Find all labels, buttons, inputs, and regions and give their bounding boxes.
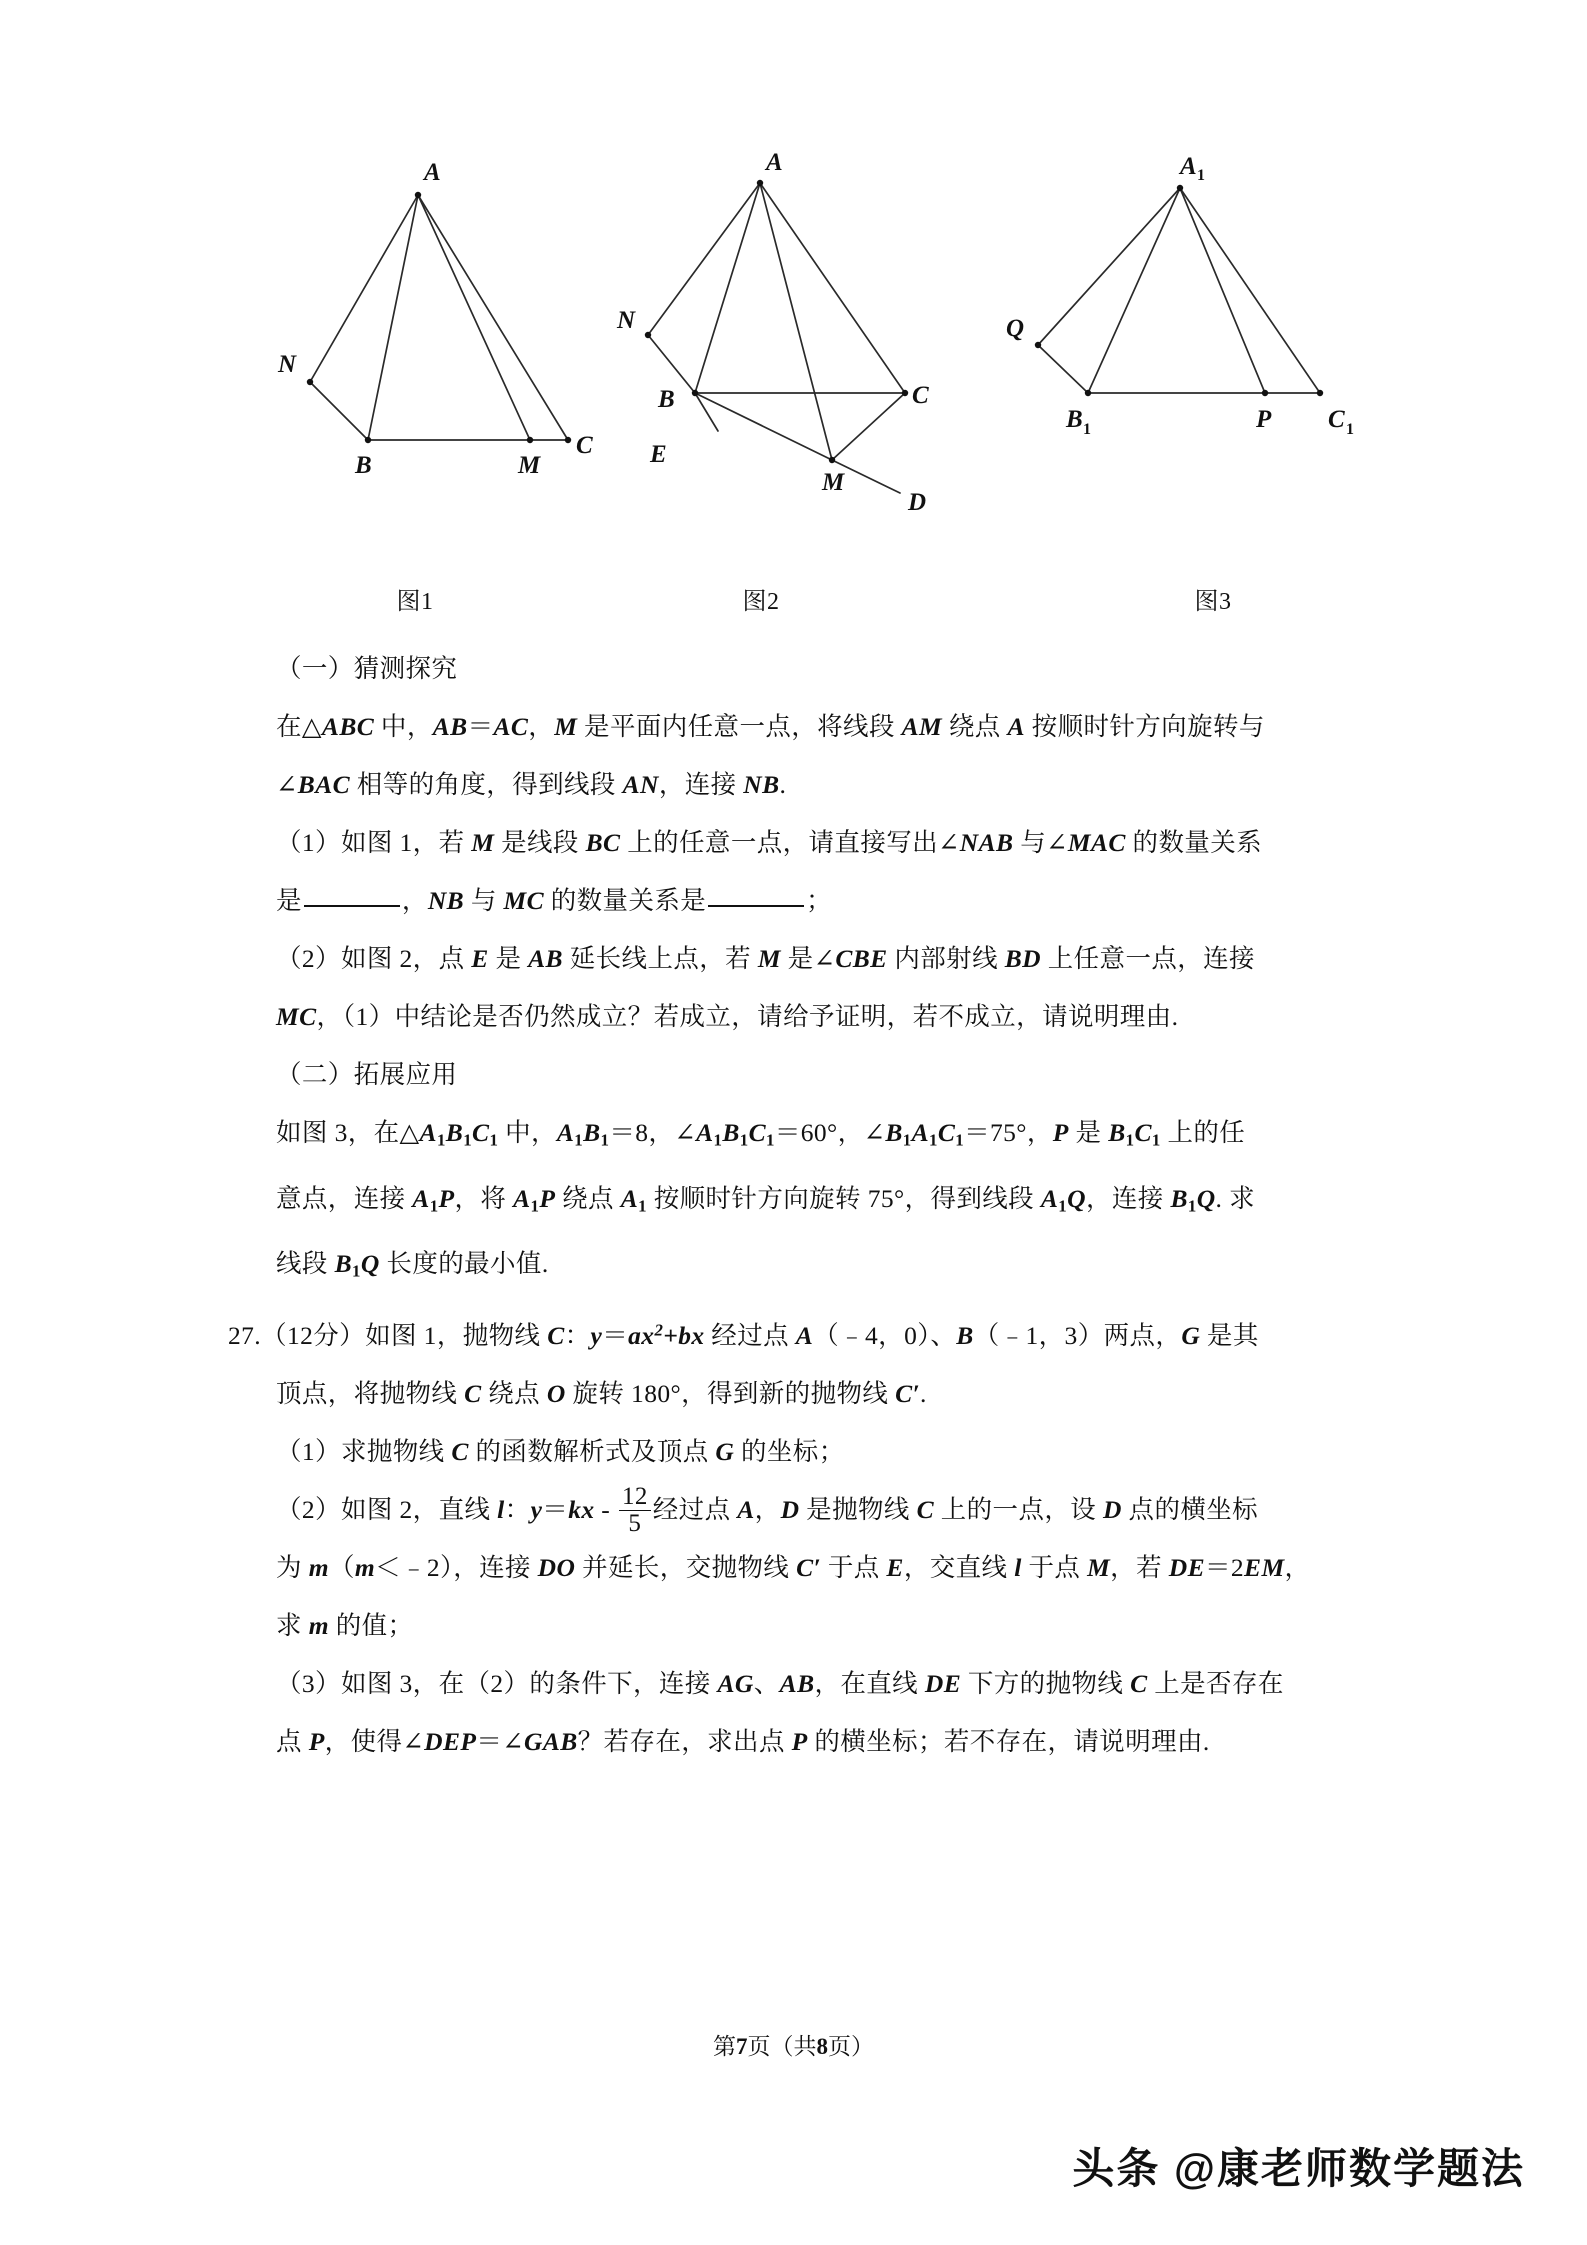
p27-text-2: ：: [564, 1320, 591, 1350]
problem-body: [0, 640, 1587, 1771]
extension-line-1: [0, 1104, 1587, 1170]
s3b-term-P-2: P: [791, 1726, 808, 1756]
ext-term-a1b1c1: $A_1B_1C_1$: [419, 1118, 499, 1150]
q2-text-2: 是: [488, 944, 529, 973]
ext2-text-1: 意点，连接: [276, 1183, 413, 1213]
s2b-term-C-prime: C′: [796, 1552, 822, 1582]
s2b-eq-2: ＝2: [1204, 1552, 1245, 1582]
s2b-text-9: ，: [1284, 1552, 1311, 1582]
p27-term-ax2: [628, 1321, 663, 1350]
figure-1-caption: 图1: [396, 589, 434, 615]
figures-strip: [250, 150, 1380, 630]
intro-text-2: 中，: [374, 712, 433, 741]
problem-27-line-2: [0, 1365, 1587, 1423]
footer-middle: 页（共: [747, 2034, 817, 2059]
point-B1-dot: [1085, 390, 1091, 396]
s2b-text-8: ，若: [1110, 1552, 1169, 1582]
point-M-dot: [829, 457, 835, 463]
footer-page-number: 7: [736, 2034, 748, 2059]
ext2-term-a1p: $A_1P$: [412, 1183, 455, 1216]
s2-text-2: ：: [504, 1494, 531, 1524]
ext3-term-b1q: $B_1Q$: [334, 1249, 380, 1282]
s2-term-D: D: [780, 1494, 800, 1524]
s3b-text-2: ，使得∠: [324, 1726, 425, 1756]
point-P-dot: [1262, 390, 1268, 396]
q1-text-4: 与∠: [1013, 828, 1068, 857]
term-am: AM: [901, 712, 943, 741]
s3b-text-4: 的横坐标；若不存在，请说明理由.: [807, 1726, 1210, 1756]
s2-text-4: ，: [754, 1494, 781, 1524]
intro2-text-2: ，连接: [658, 770, 744, 799]
q2-term-bd: BD: [1004, 944, 1041, 973]
intro-eq: ＝: [467, 712, 494, 741]
p27b-text-1: 顶点，将抛物线: [276, 1378, 465, 1408]
sub-question-1: [0, 1423, 1587, 1481]
p27-text-4: 两点，: [1103, 1320, 1182, 1350]
p27-point-B: （﹣1，3）: [973, 1320, 1104, 1350]
sub-question-2-line-2: [0, 1539, 1587, 1597]
sub-question-2-line-1: [0, 1481, 1587, 1539]
s2b-term-m: m: [308, 1552, 329, 1582]
sub-question-3-line-1: [0, 1655, 1587, 1713]
label-N: N: [617, 307, 636, 334]
s2-text-7: 点的横坐标: [1121, 1494, 1259, 1524]
label-A1: A: [1180, 153, 1197, 180]
s2-minus: -: [594, 1494, 617, 1524]
intro2-text-3: .: [779, 770, 787, 799]
point-B-dot: [692, 390, 698, 396]
label-A: A: [766, 150, 783, 176]
s3-term-AG: AG: [717, 1668, 754, 1698]
label-P: P: [1256, 406, 1272, 433]
s2b-text-2: （: [328, 1552, 355, 1582]
s3-term-AB: AB: [779, 1668, 815, 1698]
s2b-text-4: 并延长，交抛物线: [575, 1552, 797, 1582]
p27b-term-C-prime: C′: [895, 1378, 921, 1408]
s1-term-G: G: [715, 1436, 735, 1466]
term-an: AN: [622, 770, 659, 799]
ext-value-8: ＝8，: [609, 1118, 675, 1147]
q1b-text-4: 的数量关系是: [543, 886, 707, 915]
s1-text-1: （1）求抛物线: [276, 1436, 452, 1466]
label-D: D: [908, 489, 927, 516]
q2-term-m: M: [757, 944, 781, 973]
s2-term-y: y: [530, 1494, 543, 1524]
label-C1: C: [1328, 406, 1345, 433]
p27-term-c: C: [547, 1320, 565, 1350]
ext2-text-3: 绕点: [555, 1183, 621, 1213]
s3b-text-1: 点: [276, 1726, 309, 1756]
problem-27-score: （12分）: [261, 1320, 366, 1350]
p27-term-G: G: [1181, 1320, 1201, 1350]
term-abc: ABC: [321, 712, 375, 741]
ext3-text-1: 线段: [276, 1249, 335, 1279]
ext3-text-2: 长度的最小值.: [379, 1249, 549, 1279]
ext-angle-2: $\angle B_1A_1C_1$: [863, 1118, 965, 1150]
term-bac: BAC: [297, 770, 351, 799]
s1-term-C: C: [451, 1436, 469, 1466]
term-ab: AB: [432, 712, 468, 741]
s2-text-5: 是抛物线: [799, 1494, 917, 1524]
ext2-text-4: 按顺时针方向旋转 75°，得到线段: [646, 1183, 1041, 1213]
p27b-term-O: O: [546, 1378, 566, 1408]
footer-suffix: 页）: [828, 2034, 874, 2059]
label-M: M: [822, 469, 845, 496]
s2b-term-M: M: [1087, 1552, 1111, 1582]
q1b-term-nb: NB: [427, 886, 465, 915]
footer-total-pages: 8: [816, 2034, 828, 2059]
fraction-12-over-5: [619, 1484, 651, 1538]
ext-text-4: 上的任: [1160, 1118, 1246, 1147]
q1-text-5: 的数量关系: [1125, 828, 1263, 857]
q1b-text-3: 与: [464, 886, 504, 915]
s3b-term-P: P: [308, 1726, 325, 1756]
ext-value-60: ＝60°，: [774, 1118, 864, 1147]
s2b-text-5: 于点: [821, 1552, 887, 1582]
ext2-term-b1q: $B_1Q$: [1170, 1183, 1216, 1216]
s3b-text-3: ？若存在，求出点: [577, 1726, 792, 1756]
s3b-term-GAB: GAB: [524, 1726, 578, 1756]
intro2-text-1: 相等的角度，得到线段: [350, 770, 623, 799]
label-N: N: [278, 351, 297, 378]
label-M: M: [518, 452, 541, 479]
ext-value-75: ＝75°，: [964, 1118, 1053, 1147]
p27-term-bx: +bx: [663, 1320, 705, 1350]
q1b-text-2: ，: [401, 886, 428, 915]
s2-text-1: （2）如图 2，直线: [276, 1494, 498, 1524]
p27-point-A: （﹣4，0）: [813, 1320, 931, 1350]
question-1-line-1: [0, 814, 1587, 872]
s3b-term-DEP: DEP: [424, 1726, 477, 1756]
ext2-text-5: ，连接: [1085, 1183, 1171, 1213]
ext-term-b1c1: $B_1C_1$: [1108, 1118, 1161, 1150]
p27-term-B: B: [956, 1320, 974, 1350]
sub-question-3-line-2: [0, 1713, 1587, 1771]
s2-term-l: l: [497, 1494, 505, 1524]
ext-text-1: 如图 3，在△: [276, 1118, 420, 1147]
label-B: B: [355, 452, 372, 479]
problem-27-line-1: [0, 1301, 1587, 1365]
label-E: E: [650, 441, 667, 468]
s2b-term-m-2: m: [354, 1552, 376, 1582]
footer-prefix: 第: [713, 2034, 736, 2059]
s2b-term-EM: EM: [1244, 1552, 1285, 1582]
ext2-term-a1p-2: $A_1P$: [513, 1183, 556, 1216]
point-N-dot: [307, 379, 313, 385]
figure-1: [250, 150, 600, 630]
point-C-dot: [565, 437, 571, 443]
s2b-term-E: E: [886, 1552, 904, 1582]
s2b-term-DE: DE: [1168, 1552, 1205, 1582]
p27-text-1: 如图 1，抛物线: [365, 1320, 548, 1350]
ext-term-p: P: [1052, 1118, 1069, 1147]
figure-2: [600, 150, 990, 630]
point-A1-dot: [1177, 185, 1183, 191]
intro-line-1: [0, 698, 1587, 756]
s3-text-1: （3）如图 3，在（2）的条件下，连接: [276, 1668, 718, 1698]
q1-term-bc: BC: [585, 828, 621, 857]
answer-blank-2[interactable]: [708, 905, 804, 907]
p27-text-3: 经过点: [704, 1320, 796, 1350]
p27-term-A: A: [795, 1320, 814, 1350]
figure-2-caption: 图2: [742, 589, 780, 615]
s3-text-4: 上是否存在: [1147, 1668, 1284, 1698]
s3-text-3: 下方的抛物线: [961, 1668, 1131, 1698]
answer-blank-1[interactable]: [304, 905, 400, 907]
s2-term-kx: kx: [568, 1494, 595, 1524]
q2-text-5: 内部射线: [887, 944, 1005, 973]
p27-eq: ＝: [602, 1320, 629, 1350]
point-M-dot: [527, 437, 533, 443]
figure-1-svg: [250, 150, 600, 580]
s2-term-A: A: [737, 1494, 755, 1524]
ext-text-2: 中，: [498, 1118, 557, 1147]
ext2-term-a1: $A_1$: [620, 1183, 647, 1216]
s2-text-6: 上的一点，设: [933, 1494, 1103, 1524]
s2b-text-7: 于点: [1021, 1552, 1088, 1582]
s3b-eq: ＝∠: [476, 1726, 525, 1756]
q1-term-nab: NAB: [959, 828, 1014, 857]
s3-term-DE: DE: [924, 1668, 962, 1698]
intro-line-2: [0, 756, 1587, 814]
term-a: A: [1007, 712, 1025, 741]
s1-text-2: 的函数解析式及顶点: [468, 1436, 716, 1466]
ext-term-a1b1: $A_1B_1$: [556, 1118, 610, 1150]
q1b-text-1: 是: [276, 886, 302, 915]
q1-text-2: 是线段: [494, 828, 586, 857]
s2b-text-3: ＜﹣2），连接: [375, 1552, 538, 1582]
figure-3: [990, 150, 1380, 630]
s3-sep: 、: [753, 1668, 780, 1698]
label-Q: Q: [1006, 315, 1025, 342]
q1b-term-mc: MC: [503, 886, 544, 915]
extension-line-2: [0, 1170, 1587, 1236]
point-A-dot: [415, 192, 421, 198]
ext-text-3: 是: [1068, 1118, 1109, 1147]
s2b-term-DO: DO: [537, 1552, 576, 1582]
watermark-credit: 头条 @康老师数学题法: [1072, 2145, 1525, 2192]
figure-2-svg: [600, 150, 990, 580]
q1-term-mac: MAC: [1067, 828, 1126, 857]
p27b-text-4: .: [920, 1378, 927, 1408]
s2-term-C: C: [916, 1494, 934, 1524]
s2c-text-1: 求: [276, 1610, 309, 1640]
p27-exponent: 2: [654, 1320, 664, 1340]
fraction-denominator: 5: [628, 1510, 642, 1538]
p27-text-5: 是其: [1200, 1320, 1259, 1350]
q2-text-6: 上任意一点，连接: [1040, 944, 1255, 973]
s2c-text-2: 的值；: [328, 1610, 414, 1640]
sub-question-2-line-3: [0, 1597, 1587, 1655]
label-B1: B: [1066, 406, 1083, 433]
question-1-line-2: [0, 872, 1587, 930]
ext2-text-2: ，将: [454, 1183, 514, 1213]
p27b-text-2: 绕点: [481, 1378, 547, 1408]
q2-text-3: 延长线上点，若: [562, 944, 758, 973]
ext-angle-1: $\angle A_1B_1C_1$: [674, 1118, 775, 1150]
label-A1-subscript: 1: [1197, 167, 1205, 184]
intro-text-6: 按顺时针方向旋转与: [1024, 712, 1265, 741]
s3-term-C: C: [1130, 1668, 1148, 1698]
problem-27-number: 27.: [228, 1320, 262, 1350]
intro-text-1: 在△: [276, 712, 322, 741]
part-one-heading: （一）猜测探究: [276, 654, 458, 683]
q2-term-e: E: [471, 944, 489, 973]
s2-text-3: 经过点: [652, 1494, 738, 1524]
label-B: B: [658, 386, 675, 413]
point-Q-dot: [1035, 342, 1041, 348]
term-m: M: [554, 712, 578, 741]
extension-line-3: [0, 1235, 1587, 1301]
s2-eq: ＝: [542, 1494, 569, 1524]
question-2-line-1: [0, 930, 1587, 988]
ext2-term-a1q: $A_1Q$: [1040, 1183, 1086, 1216]
s1-text-3: 的坐标；: [734, 1436, 845, 1466]
s3-text-2: ，在直线: [814, 1668, 925, 1698]
question-2-line-2: [0, 988, 1587, 1046]
figure-3-svg: [990, 150, 1380, 580]
s2-term-D-2: D: [1102, 1494, 1122, 1524]
intro-text-4: 是平面内任意一点，将线段: [577, 712, 902, 741]
label-C1-subscript: 1: [1346, 421, 1354, 438]
label-B1-subscript: 1: [1083, 421, 1091, 438]
fraction-numerator: 12: [619, 1484, 651, 1512]
p27b-text-3: 旋转 180°，得到新的抛物线: [565, 1378, 896, 1408]
point-C-dot: [902, 390, 908, 396]
p27-ax: ax: [628, 1320, 655, 1350]
figure-3-caption: 图3: [1194, 589, 1232, 615]
q2-text-1: （2）如图 2，点: [276, 944, 472, 973]
term-nb: NB: [743, 770, 780, 799]
p27-term-y: y: [590, 1320, 603, 1350]
q1b-text-5: ；: [806, 886, 833, 915]
point-N-dot: [645, 332, 651, 338]
ext2-text-6: . 求: [1215, 1183, 1255, 1213]
angle-sign-1: ∠: [276, 770, 298, 799]
label-C: C: [912, 382, 929, 409]
q2-text-4: 是∠: [780, 944, 836, 973]
q2-term-ab: AB: [528, 944, 563, 973]
q1-text-1: （1）如图 1，若: [276, 828, 472, 857]
label-C: C: [576, 432, 593, 459]
q1-term-m: M: [471, 828, 495, 857]
s2b-text-1: 为: [276, 1552, 309, 1582]
term-ac: AC: [493, 712, 529, 741]
part-two-heading: （二）拓展应用: [276, 1060, 458, 1089]
label-A: A: [424, 159, 441, 186]
point-C1-dot: [1317, 390, 1323, 396]
intro-text-3: ，: [528, 712, 555, 741]
s2b-text-6: ，交直线: [903, 1552, 1015, 1582]
intro-text-5: 绕点: [942, 712, 1008, 741]
s2b-term-l: l: [1014, 1552, 1022, 1582]
p27b-term-C: C: [464, 1378, 482, 1408]
point-B-dot: [365, 437, 371, 443]
s2c-term-m: m: [308, 1610, 329, 1640]
q2b-term-mc: MC: [276, 1002, 317, 1031]
q1-text-3: 上的任意一点，请直接写出∠: [620, 828, 960, 857]
p27-sep: 、: [930, 1320, 957, 1350]
point-A-dot: [757, 180, 763, 186]
page-footer: [0, 2028, 1587, 2061]
q2-term-cbe: CBE: [835, 944, 888, 973]
q2b-text-1: ，（1）中结论是否仍然成立？若成立，请给予证明，若不成立，请说明理由.: [316, 1002, 1179, 1031]
